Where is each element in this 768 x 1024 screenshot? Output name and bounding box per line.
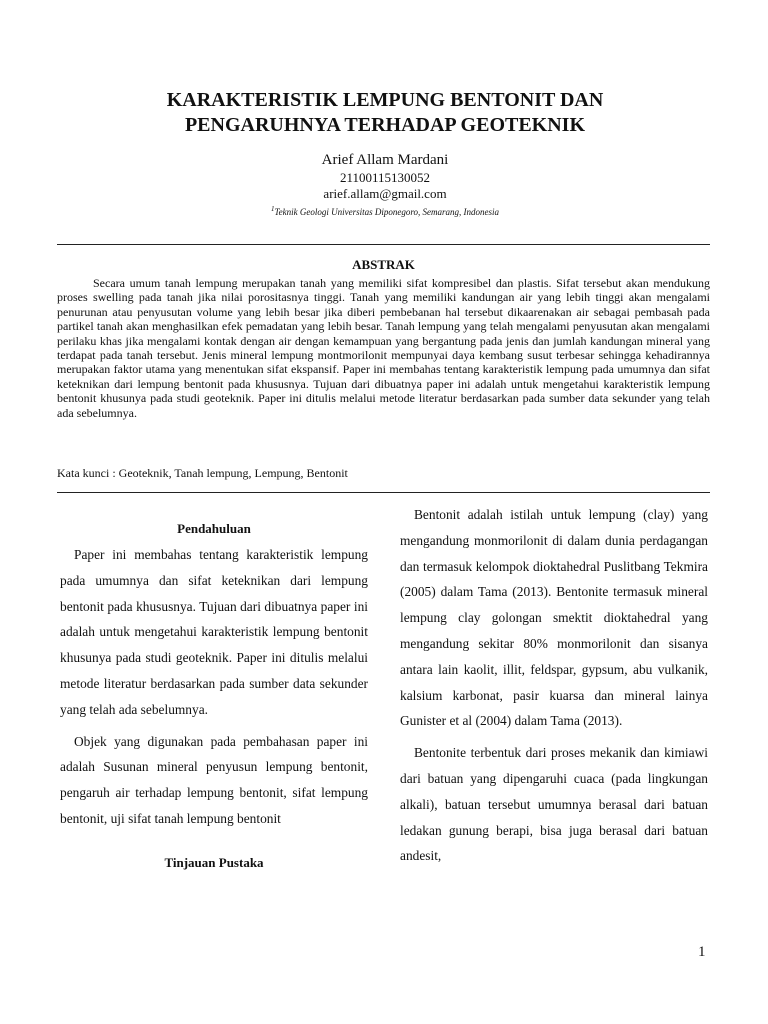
right-column — [400, 502, 708, 875]
intro-paragraph-1: Paper ini membahas tentang karakteristik lempung pada umumnya dan sifat keteknikan dari lempung bentonit pada khususnya. Tujuan dari dibuatnya paper ini adalah untuk mengetahui karakteristik lempung bentonit khusunya pada studi geoteknik. Paper ini ditulis melalui metode literatur berdasarkan pada sumber data sekunder yang telah ada sebelumnya. — [60, 547, 368, 717]
title-line-1: KARAKTERISTIK LEMPUNG BENTONIT DAN — [166, 89, 604, 111]
author-name: Arief Allam Mardani — [321, 152, 449, 168]
section-heading-introduction: Pendahuluan — [177, 521, 251, 536]
student-id: 21100115130052 — [339, 170, 431, 185]
left-column — [60, 516, 368, 876]
bentonite-paragraph-2: Bentonite terbentuk dari proses mekanik dan kimiawi dari batuan yang dipengaruhi cuaca (pada lingkungan alkali), batuan tersebut umumnya berasal dari batuan ledakan gunung berapi, bisa juga berasal dari batuan andesit, — [400, 745, 708, 864]
affiliation — [60, 203, 710, 218]
section-heading-literature-review: Tinjauan Pustaka — [164, 854, 264, 870]
author-email: arief.allam@gmail.com — [323, 186, 447, 201]
divider-top — [57, 244, 710, 245]
abstract-text: Secara umum tanah lempung merupakan tanah yang memiliki sifat kompresibel dan plastis. Sifat tersebut akan mendukung proses swelling pada tanah jika nilai porositasnya tinggi. Tanah yang memiliki kandungan air yang lebih tinggi akan mengalami penurunan atau penyusutan volume yang lebih besar jika diberi pembebanan hal tersebut dikaarenakan air sebagai pembasah pada partikel tanah akan menghasilkan efek pemadatan yang lebih besar. Tanah lempung yang telah mengalami penyusutan akan mengalami perilaku khas jika mengalami kontak dengan air dengan kemampuan yang bergantung pada jenis dan jumlah kandungan mineral yang terdapat pada tanah tersebut. Jenis mineral lempung montmorilonit mempunyai daya kembang susut terbesar sehingga kehadirannya merupakan faktor utama yang menentukan sifat ekspansif. Paper ini membahas tentang karakteristik lempung pada umumnya dan sifat keteknikan dari lempung bentonit pada khususnya. Tujuan dari dibuatnya paper ini adalah untuk mengetahui karakteristik lempung bentonit khusunya pada studi geoteknik. Paper ini ditulis melalui metode literatur berdasarkan pada sumber data sekunder yang telah ada sebelumnya. — [57, 276, 710, 420]
bentonite-paragraph-1: Bentonit adalah istilah untuk lempung (clay) yang mengandung monmorilonit di dalam dunia perdagangan dan termasuk kelompok dioktahedral Puslitbang Tekmira (2005) dalam Tama (2013). Bentonite termasuk mineral lempung clay golongan smektit dioktahedral yang mengandung sekitar 80% monmorilonit dan sisanya antara lain kaolit, illit, feldspar, gypsum, abu vulkanik, kalsium karbonat, pasir kuarsa dan mineral lainya Gunister et al (2004) dalam Tama (2013). — [400, 507, 708, 729]
keywords: Kata kunci : Geoteknik, Tanah lempung, Lempung, Bentonit — [57, 466, 348, 480]
divider-bottom — [57, 492, 710, 493]
affiliation-text: Teknik Geologi Universitas Diponegoro, Semarang, Indonesia — [274, 207, 500, 217]
affiliation-superscript: 1 — [270, 205, 275, 213]
title-line-2: PENGARUHNYA TERHADAP GEOTEKNIK — [184, 114, 586, 136]
page-number: 1 — [698, 944, 706, 960]
paper-title — [60, 88, 710, 138]
intro-paragraph-2: Objek yang digunakan pada pembahasan paper ini adalah Susunan mineral penyusun lempung bentonit, pengaruh air terhadap lempung bentonit, sifat lempung bentonit, uji sifat tanah lempung bentonit — [60, 733, 368, 826]
abstract-heading: ABSTRAK — [352, 257, 415, 272]
